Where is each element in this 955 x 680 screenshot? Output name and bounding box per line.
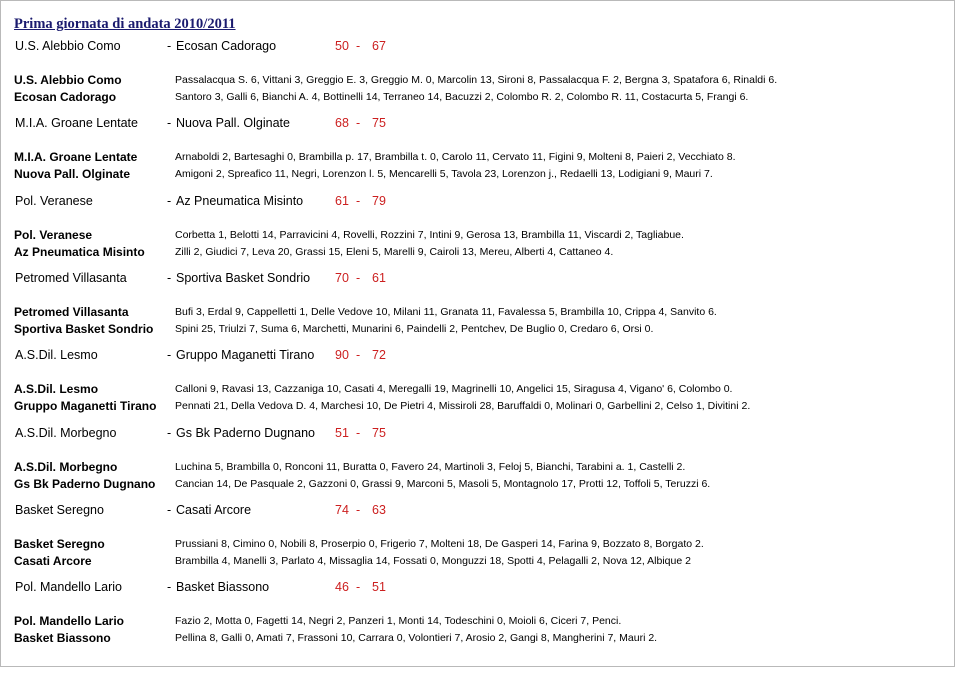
page-title: Prima giornata di andata 2010/2011 <box>14 16 236 32</box>
away-team-label: Gruppo Maganetti Tirano <box>14 399 157 413</box>
home-team-label: A.S.Dil. Morbegno <box>14 460 118 474</box>
away-team-label: Nuova Pall. Olginate <box>14 167 131 181</box>
score-dash: - <box>356 580 361 594</box>
home-scorers: Corbetta 1, Belotti 14, Parravicini 4, Rovelli, Rozzini 7, Intini 9, Gerosa 13, Brambilla 11, Viscardi 2, Tagliabue. <box>175 229 684 241</box>
home-team-label: M.I.A. Groane Lentate <box>14 150 138 164</box>
home-scorers: Calloni 9, Ravasi 13, Cazzaniga 10, Casati 4, Meregalli 19, Magrinelli 10, Angelici 15, Siragusa 4, Vigano' 6, Colombo 0. <box>175 383 733 395</box>
separator: - <box>167 580 172 594</box>
home-team-name: Petromed Villasanta <box>15 271 127 285</box>
away-team-label: Sportiva Basket Sondrio <box>14 322 154 336</box>
score-dash: - <box>356 348 361 362</box>
away-team-name: Ecosan Cadorago <box>176 39 277 53</box>
away-team-label: Casati Arcore <box>14 554 92 568</box>
home-team-label: Basket Seregno <box>14 537 105 551</box>
away-team-name: Sportiva Basket Sondrio <box>176 271 311 285</box>
home-score: 61 <box>335 194 349 208</box>
away-score: 75 <box>372 426 386 440</box>
separator: - <box>167 271 172 285</box>
home-team-name: Basket Seregno <box>15 503 104 517</box>
game-block <box>1 580 955 680</box>
away-scorers: Cancian 14, De Pasquale 2, Gazzoni 0, Grassi 9, Marconi 5, Masoli 5, Montagnolo 17, Protti 12, Toffoli 5, Teruzzi 6. <box>175 478 711 490</box>
away-team-name: Basket Biassono <box>176 580 270 594</box>
home-score: 50 <box>335 39 349 53</box>
away-score: 63 <box>372 503 386 517</box>
home-score: 68 <box>335 116 349 130</box>
home-scorers: Fazio 2, Motta 0, Fagetti 14, Negri 2, Panzeri 1, Monti 14, Todeschini 0, Moioli 6, Ciceri 7, Penci. <box>175 615 622 627</box>
home-scorers: Bufi 3, Erdal 9, Cappelletti 1, Delle Vedove 10, Milani 11, Granata 11, Favalessa 5, Brambilla 10, Crippa 4, Sanvito 6. <box>175 306 717 318</box>
away-scorers: Pennati 21, Della Vedova D. 4, Marchesi 10, De Pietri 4, Missiroli 28, Baruffaldi 0, Molinari 0, Garbellini 2, Celso 1, Divitini 2. <box>175 400 751 412</box>
away-team-label: Gs Bk Paderno Dugnano <box>14 477 156 491</box>
home-scorers: Arnaboldi 2, Bartesaghi 0, Brambilla p. 17, Brambilla t. 0, Carolo 11, Cervato 11, Figini 9, Molteni 8, Paieri 2, Vecchiato 8. <box>175 151 736 163</box>
home-team-name: Pol. Mandello Lario <box>15 580 123 594</box>
home-score: 51 <box>335 426 349 440</box>
home-team-label: Pol. Mandello Lario <box>14 614 125 628</box>
home-team-name: A.S.Dil. Lesmo <box>15 348 98 362</box>
home-team-label: U.S. Alebbio Como <box>14 73 122 87</box>
away-scorers: Amigoni 2, Spreafico 11, Negri, Lorenzon l. 5, Mencarelli 5, Tavola 23, Lorenzon j., Redaelli 13, Lodigiani 9, Mauri 7. <box>175 168 713 180</box>
away-scorers: Spini 25, Triulzi 7, Suma 6, Marchetti, Munarini 6, Paindelli 2, Pentchev, De Buglio 0, Credaro 6, Orsi 0. <box>175 323 654 335</box>
score-dash: - <box>356 426 361 440</box>
score-dash: - <box>356 116 361 130</box>
away-score: 75 <box>372 116 386 130</box>
separator: - <box>167 503 172 517</box>
away-score: 51 <box>372 580 386 594</box>
away-score: 67 <box>372 39 386 53</box>
home-scorers: Prussiani 8, Cimino 0, Nobili 8, Proserpio 0, Frigerio 7, Molteni 18, De Gasperi 14, Farina 9, Bozzato 8, Borgato 2. <box>175 538 704 550</box>
away-team-name: Casati Arcore <box>176 503 252 517</box>
score-dash: - <box>356 39 361 53</box>
home-score: 70 <box>335 271 349 285</box>
away-score: 79 <box>372 194 386 208</box>
home-team-label: Pol. Veranese <box>14 228 93 242</box>
home-scorers: Passalacqua S. 6, Vittani 3, Greggio E. 3, Greggio M. 0, Marcolin 13, Sironi 8, Passalacqua F. 2, Bergna 3, Spatafora 6, Rinaldi 6. <box>175 74 778 86</box>
score-dash: - <box>356 271 361 285</box>
away-team-label: Ecosan Cadorago <box>14 90 117 104</box>
score-dash: - <box>356 194 361 208</box>
separator: - <box>167 348 172 362</box>
away-team-name: Gs Bk Paderno Dugnano <box>176 426 315 440</box>
away-score: 61 <box>372 271 386 285</box>
home-score: 74 <box>335 503 349 517</box>
away-scorers: Pellina 8, Galli 0, Amati 7, Frassoni 10, Carrara 0, Volontieri 7, Arosio 2, Gangi 8, Mangherini 7, Mauri 2. <box>175 632 658 644</box>
home-score: 46 <box>335 580 349 594</box>
away-team-name: Gruppo Maganetti Tirano <box>176 348 315 362</box>
home-team-name: Pol. Veranese <box>15 194 93 208</box>
away-team-name: Nuova Pall. Olginate <box>176 116 290 130</box>
games-list <box>1 1 955 668</box>
home-team-label: Petromed Villasanta <box>14 305 129 319</box>
separator: - <box>167 194 172 208</box>
home-scorers: Luchina 5, Brambilla 0, Ronconi 11, Buratta 0, Favero 24, Martinoli 3, Feloj 5, Bianchi, Tarabini a. 1, Castelli 2. <box>175 461 686 473</box>
away-score: 72 <box>372 348 386 362</box>
home-team-name: M.I.A. Groane Lentate <box>15 116 138 130</box>
home-team-name: A.S.Dil. Morbegno <box>15 426 117 440</box>
score-dash: - <box>356 503 361 517</box>
away-scorers: Zilli 2, Giudici 7, Leva 20, Grassi 15, Eleni 5, Marelli 9, Cairoli 13, Mereu, Alberti 4, Cattaneo 4. <box>175 246 614 258</box>
away-team-label: Az Pneumatica Misinto <box>14 245 145 259</box>
away-team-name: Az Pneumatica Misinto <box>176 194 304 208</box>
home-score: 90 <box>335 348 349 362</box>
separator: - <box>167 426 172 440</box>
separator: - <box>167 116 172 130</box>
home-team-name: U.S. Alebbio Como <box>15 39 121 53</box>
away-team-label: Basket Biassono <box>14 631 111 645</box>
away-scorers: Santoro 3, Galli 6, Bianchi A. 4, Bottinelli 14, Terraneo 14, Bacuzzi 2, Colombo R. 2, Colombo R. 11, Costacurta 5, Frangi 6. <box>175 91 749 103</box>
away-scorers: Brambilla 4, Manelli 3, Parlato 4, Missaglia 14, Fossati 0, Monguzzi 18, Spotti 4, Pelagalli 2, Nova 12, Albique 2 <box>175 555 691 567</box>
home-team-label: A.S.Dil. Lesmo <box>14 382 99 396</box>
separator: - <box>167 39 172 53</box>
